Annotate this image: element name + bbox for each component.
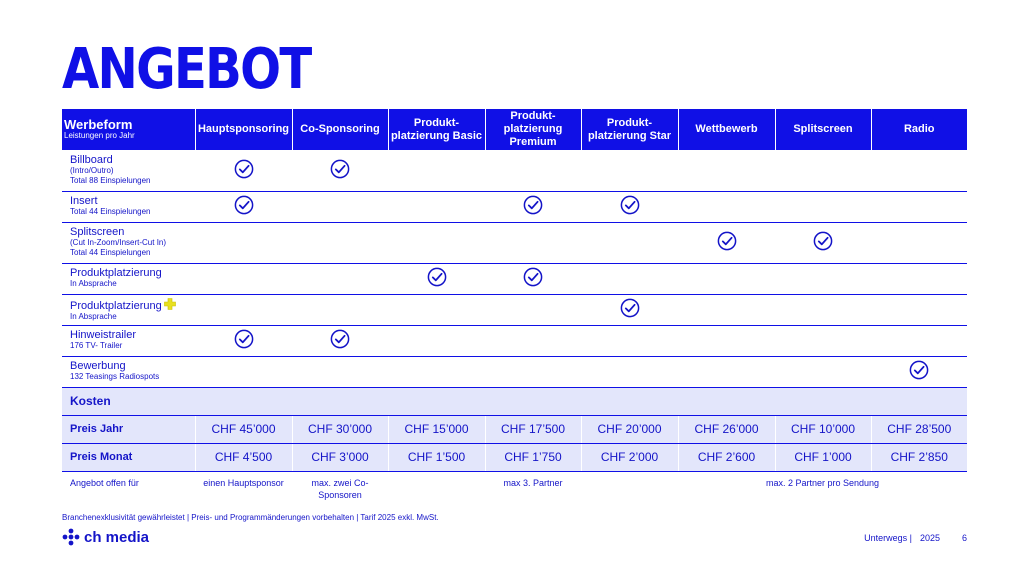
header-wettbewerb: Wettbewerb [678, 109, 775, 150]
check-icon [620, 298, 640, 318]
check-cell [775, 294, 871, 325]
check-cell [485, 356, 581, 387]
check-icon [234, 159, 254, 179]
check-icon [523, 267, 543, 287]
price-cell: CHF 4’500 [195, 443, 292, 471]
check-cell [388, 294, 485, 325]
row-label [62, 294, 195, 325]
check-cell [485, 294, 581, 325]
check-cell [388, 356, 485, 387]
check-cell [775, 356, 871, 387]
check-cell [195, 294, 292, 325]
check-icon [523, 195, 543, 215]
check-cell [871, 325, 967, 356]
check-icon [427, 267, 447, 287]
check-cell [485, 191, 581, 222]
price-cell: CHF 3’000 [292, 443, 388, 471]
header-werbeform-sub: Leistungen pro Jahr [64, 131, 135, 140]
table-row [62, 222, 967, 263]
price-cell: CHF 15’000 [388, 415, 485, 443]
price-cell: CHF 1’750 [485, 443, 581, 471]
header-produktplatzierung-premium: Produkt- platzierung Premium [485, 109, 581, 150]
preis-monat-label: Preis Monat [62, 443, 195, 471]
check-cell [581, 356, 678, 387]
check-cell [581, 150, 678, 191]
header-splitscreen: Splitscreen [775, 109, 871, 150]
check-cell [581, 294, 678, 325]
row-main-label: Billboard [70, 153, 113, 166]
kosten-row [62, 387, 967, 415]
row-label [62, 325, 195, 356]
header-row [62, 109, 967, 150]
preis-jahr-label: Preis Jahr [62, 415, 195, 443]
check-cell [292, 191, 388, 222]
plus-icon [164, 298, 176, 310]
row-label [62, 222, 195, 263]
note-empty [388, 471, 485, 501]
check-cell [485, 222, 581, 263]
row-main-label: Insert [70, 195, 98, 207]
row-sub-label: In Absprache [70, 279, 117, 288]
note-cosponsor: max. zwei Co- Sponsoren [311, 477, 369, 500]
row-sub-label: 176 TV- Trailer [70, 341, 123, 350]
check-icon [330, 329, 350, 349]
check-icon [234, 329, 254, 349]
check-cell [292, 222, 388, 263]
page-title: ANGEBOT [62, 37, 311, 102]
offer-table [62, 109, 967, 501]
row-main-label: Produktplatzierung [70, 298, 195, 312]
row-main-label: Hinweistrailer [70, 329, 137, 341]
row-label [62, 191, 195, 222]
check-cell [678, 356, 775, 387]
check-cell [678, 325, 775, 356]
header-werbeform-label: Werbeform [64, 117, 133, 132]
check-cell [195, 191, 292, 222]
check-cell [775, 325, 871, 356]
check-cell [678, 222, 775, 263]
check-cell [195, 150, 292, 191]
check-cell [871, 356, 967, 387]
check-cell [292, 325, 388, 356]
row-main-label: Splitscreen [70, 226, 125, 238]
check-icon [813, 231, 833, 251]
check-cell [871, 150, 967, 191]
check-cell [388, 150, 485, 191]
check-cell [388, 222, 485, 263]
price-cell: CHF 1’500 [388, 443, 485, 471]
check-cell [678, 150, 775, 191]
row-main-label: Produktplatzierung [70, 267, 162, 279]
price-cell: CHF 1’000 [775, 443, 871, 471]
check-icon [909, 360, 929, 380]
check-icon [717, 231, 737, 251]
footer-year: 2025 [919, 533, 940, 543]
check-cell [292, 356, 388, 387]
row-sub-label: Total 88 Einspielungen [70, 175, 151, 185]
table-row [62, 191, 967, 222]
check-cell [678, 191, 775, 222]
footer-show: Unterwegs | [864, 533, 912, 543]
price-cell: CHF 10’000 [775, 415, 871, 443]
check-cell [581, 222, 678, 263]
header-hauptsponsoring: Hauptsponsoring [195, 109, 292, 150]
note-partner2: max. 2 Partner pro Sendung [765, 477, 880, 488]
check-cell [871, 263, 967, 294]
check-cell [775, 222, 871, 263]
price-cell: CHF 30’000 [292, 415, 388, 443]
check-cell [485, 325, 581, 356]
note-partner3: max 3. Partner [503, 477, 563, 488]
price-cell: CHF 2’850 [871, 443, 967, 471]
check-cell [388, 263, 485, 294]
check-cell [775, 150, 871, 191]
check-cell [581, 191, 678, 222]
check-cell [678, 294, 775, 325]
row-label [62, 150, 195, 191]
check-cell [678, 263, 775, 294]
check-cell [485, 263, 581, 294]
notes-row [62, 471, 967, 501]
header-produktplatzierung-basic: Produkt- platzierung Basic [388, 109, 485, 150]
check-cell [292, 263, 388, 294]
price-cell: CHF 28’500 [871, 415, 967, 443]
check-cell [581, 263, 678, 294]
note-empty [581, 471, 678, 501]
check-cell [388, 191, 485, 222]
logo-text: ch media [84, 528, 150, 546]
check-cell [195, 222, 292, 263]
check-cell [871, 294, 967, 325]
header-werbeform [62, 109, 195, 150]
notes-label: Angebot offen für [70, 477, 139, 488]
preis-monat-row [62, 443, 967, 471]
check-cell [195, 356, 292, 387]
row-label [62, 263, 195, 294]
footer-page: 6 [961, 533, 967, 543]
header-co-sponsoring: Co-Sponsoring [292, 109, 388, 150]
row-sub-label: (Cut In-Zoom/Insert-Cut In) [70, 238, 167, 247]
preis-jahr-row [62, 415, 967, 443]
price-cell: CHF 45’000 [195, 415, 292, 443]
table-row [62, 294, 967, 325]
check-cell [195, 263, 292, 294]
row-sub-label: (Intro/Outro) [70, 165, 114, 175]
check-icon [234, 195, 254, 215]
price-cell: CHF 2’000 [581, 443, 678, 471]
check-cell [292, 150, 388, 191]
table-row [62, 150, 967, 191]
table-row [62, 325, 967, 356]
check-cell [195, 325, 292, 356]
check-cell [581, 325, 678, 356]
row-sub-label: In Absprache [70, 311, 117, 321]
check-cell [775, 191, 871, 222]
price-cell: CHF 26’000 [678, 415, 775, 443]
note-hauptsponsor: einen Hauptsponsor [203, 477, 284, 488]
row-label [62, 356, 195, 387]
row-sub-label: 132 Teasings Radiospots [70, 372, 160, 381]
check-cell [871, 191, 967, 222]
price-cell: CHF 2’600 [678, 443, 775, 471]
table-row [62, 356, 967, 387]
check-icon [330, 159, 350, 179]
row-sub-label: Total 44 Einspielungen [70, 207, 151, 216]
header-radio: Radio [871, 109, 967, 150]
check-cell [292, 294, 388, 325]
logo-dots-icon [62, 528, 80, 546]
check-icon [620, 195, 640, 215]
check-cell [485, 150, 581, 191]
kosten-label: Kosten [62, 387, 967, 415]
footer-right [864, 533, 967, 543]
check-cell [871, 222, 967, 263]
ch-media-logo [62, 528, 149, 546]
header-produktplatzierung-star: Produkt- platzierung Star [581, 109, 678, 150]
table-row [62, 263, 967, 294]
row-main-label: Bewerbung [70, 360, 126, 372]
price-cell: CHF 20’000 [581, 415, 678, 443]
price-cell: CHF 17’500 [485, 415, 581, 443]
footnote: Branchenexklusivität gewährleistet | Preis- und Programmänderungen vorbehalten | Tarif 2025 exkl. MwSt. [62, 513, 439, 522]
row-sub-label: Total 44 Einspielungen [70, 248, 151, 257]
check-cell [775, 263, 871, 294]
check-cell [388, 325, 485, 356]
